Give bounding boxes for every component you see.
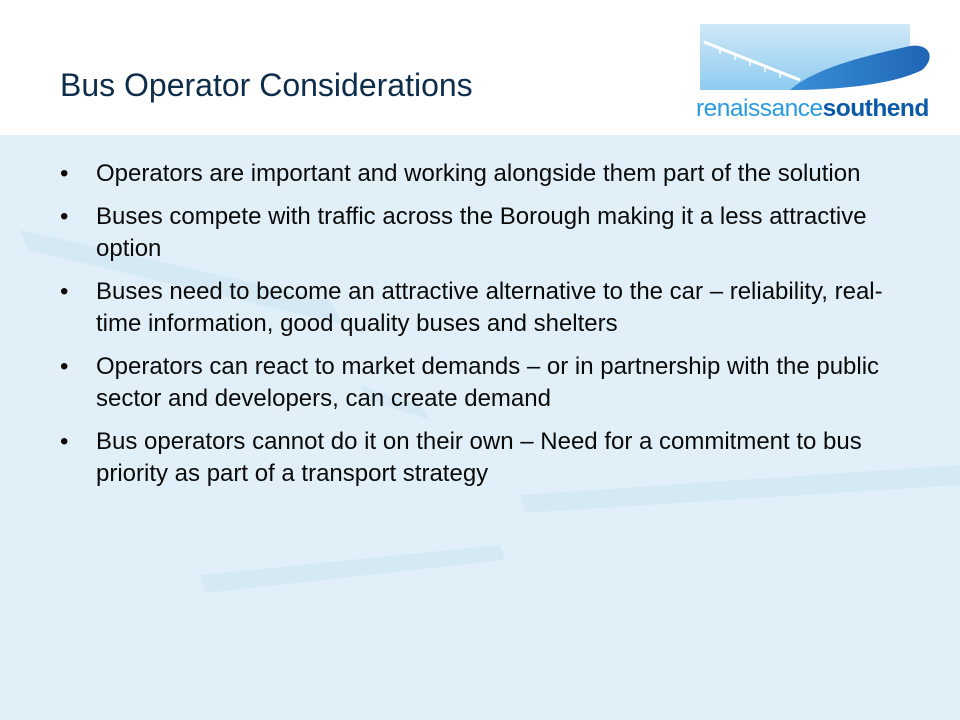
pier-swoosh-icon — [690, 18, 940, 98]
bullet-text: Buses need to become an attractive alternative to the car – reliability, real-time information, good quality buses and shelters — [96, 278, 883, 337]
bullet-item — [60, 201, 910, 265]
logo-text-southend: southend — [822, 95, 929, 122]
bullet-item — [60, 158, 910, 190]
logo-text-renaissance: renaissance — [696, 95, 823, 122]
renaissance-southend-logo — [690, 18, 940, 128]
bullet-item — [60, 426, 910, 490]
bullet-item — [60, 351, 910, 415]
bullet-text: Operators are important and working alongside them part of the solution — [96, 160, 861, 187]
bullet-marker: • — [60, 278, 69, 305]
bullet-text: Buses compete with traffic across the Borough making it a less attractive option — [96, 203, 867, 262]
bullet-marker: • — [60, 203, 69, 230]
logo-wordmark — [696, 97, 929, 122]
slide-title: Bus Operator Considerations — [60, 67, 473, 103]
bullet-list — [60, 158, 910, 501]
bullet-marker: • — [60, 428, 69, 455]
bullet-item — [60, 276, 910, 340]
bullet-text: Bus operators cannot do it on their own – Need for a commitment to bus priority as part of a transport strategy — [96, 428, 862, 487]
bullet-text: Operators can react to market demands – or in partnership with the public sector and developers, can create demand — [96, 353, 880, 412]
bullet-marker: • — [60, 353, 69, 380]
bullet-marker: • — [60, 160, 69, 187]
